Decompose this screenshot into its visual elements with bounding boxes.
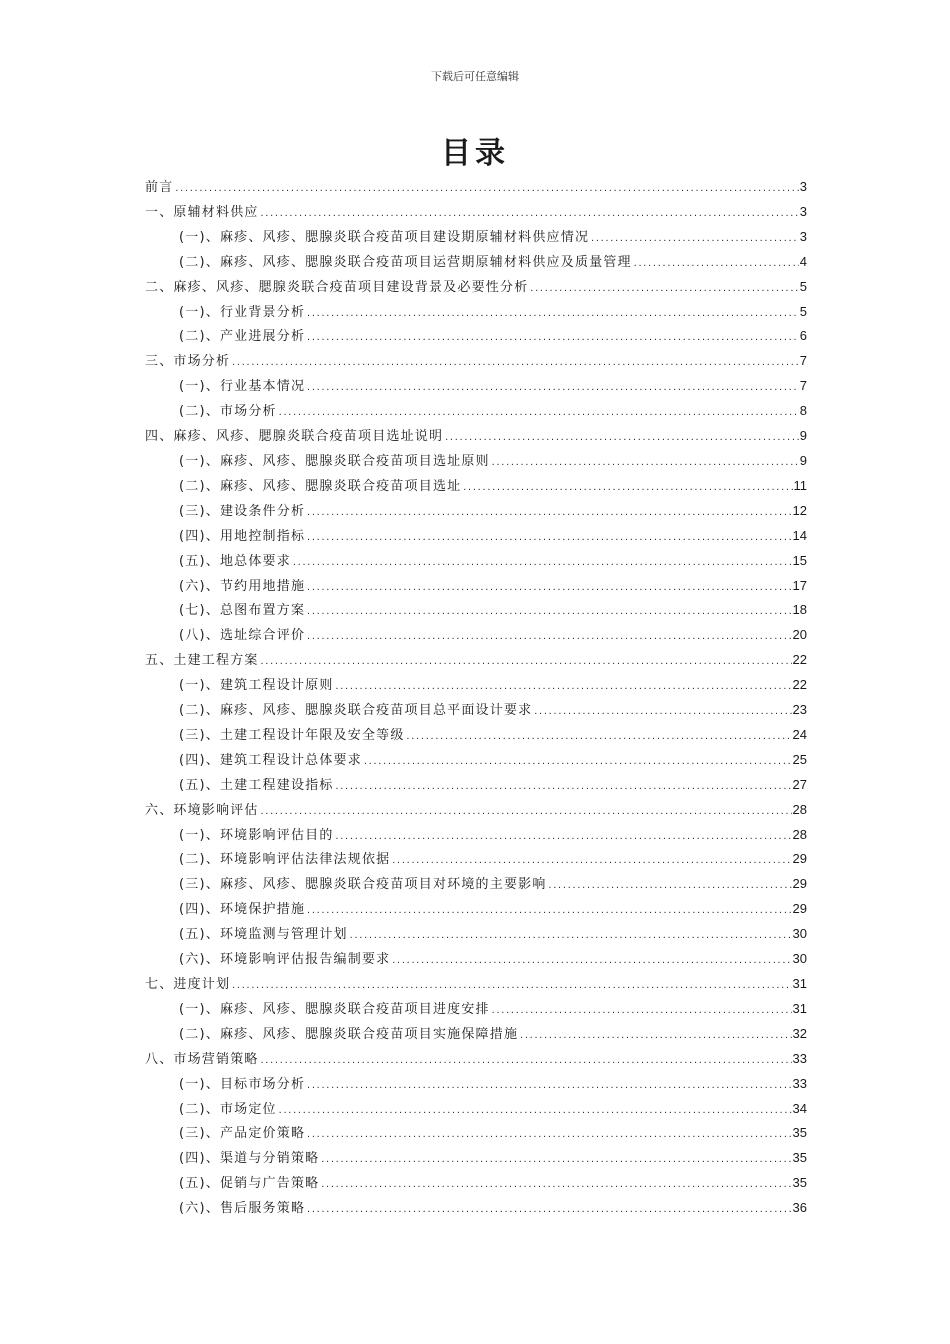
- toc-dot-leader: [519, 1024, 791, 1049]
- toc-entry[interactable]: [145, 424, 807, 449]
- toc-entry[interactable]: [145, 947, 807, 972]
- toc-dot-leader: [306, 899, 791, 924]
- toc-entry[interactable]: [145, 275, 807, 300]
- toc-entry-title: (八)、选址综合评价: [179, 628, 306, 644]
- toc-entry-title: (六)、环境影响评估报告编制要求: [179, 952, 391, 968]
- toc-entry[interactable]: [145, 673, 807, 698]
- toc-entry-title: (二)、麻疹、风疹、腮腺炎联合疫苗项目运营期原辅材料供应及质量管理: [179, 254, 632, 270]
- toc-entry[interactable]: [145, 997, 807, 1022]
- toc-entry-title: (二)、麻疹、风疹、腮腺炎联合疫苗项目选址: [179, 478, 462, 494]
- toc-entry-title: (三)、麻疹、风疹、腮腺炎联合疫苗项目对环境的主要影响: [179, 877, 547, 893]
- toc-entry-title: (二)、麻疹、风疹、腮腺炎联合疫苗项目总平面设计要求: [179, 703, 533, 719]
- toc-entry[interactable]: [145, 1196, 807, 1221]
- toc-entry-page-number: 31: [792, 976, 807, 991]
- toc-dot-leader: [335, 825, 792, 850]
- toc-entry-page-number: 3: [799, 203, 807, 219]
- toc-entry-title: (二)、环境影响评估法律法规依据: [179, 852, 391, 868]
- toc-entry-title: (六)、售后服务策略: [179, 1201, 306, 1217]
- toc-entry-page-number: 3: [799, 179, 807, 194]
- toc-entry-page-number: 29: [792, 851, 807, 867]
- toc-entry-page-number: 4: [799, 253, 807, 269]
- toc-entry[interactable]: [145, 1072, 807, 1097]
- toc-dot-leader: [278, 401, 799, 426]
- toc-dot-leader: [260, 800, 792, 825]
- toc-dot-leader: [363, 750, 792, 775]
- toc-entry-title: 五、土建工程方案: [145, 653, 259, 669]
- toc-entry-page-number: 30: [792, 926, 807, 942]
- toc-dot-leader: [533, 700, 791, 725]
- toc-entry-title: (五)、土建工程建设指标: [179, 777, 334, 793]
- toc-entry[interactable]: [145, 773, 807, 798]
- toc-entry-title: (六)、节约用地措施: [179, 578, 306, 594]
- toc-entry[interactable]: [145, 648, 807, 673]
- toc-entry-page-number: 35: [792, 1150, 807, 1166]
- toc-entry-page-number: 5: [799, 303, 807, 319]
- toc-dot-leader: [391, 949, 791, 974]
- toc-entry-page-number: 17: [792, 577, 807, 593]
- page-header: 下载后可任意编辑: [431, 70, 519, 83]
- toc-entry-title: 一、原辅材料供应: [145, 204, 259, 220]
- toc-entry[interactable]: [145, 225, 807, 250]
- toc-dot-leader: [391, 849, 791, 874]
- toc-entry[interactable]: [145, 798, 807, 823]
- toc-entry-title: (一)、行业背景分析: [179, 304, 306, 320]
- toc-entry[interactable]: [145, 872, 807, 897]
- toc-entry-page-number: 23: [792, 702, 807, 718]
- toc-entry-title: (四)、环境保护措施: [179, 902, 306, 918]
- toc-dot-leader: [306, 1123, 791, 1148]
- toc-entry-page-number: 9: [799, 452, 807, 468]
- toc-entry-page-number: 31: [792, 1000, 807, 1016]
- toc-entry-page-number: 36: [792, 1200, 807, 1216]
- toc-entry-page-number: 7: [799, 378, 807, 394]
- toc-dot-leader: [306, 302, 799, 327]
- toc-entry-page-number: 6: [799, 328, 807, 344]
- toc-dot-leader: [335, 775, 792, 800]
- toc-entry[interactable]: [145, 524, 807, 549]
- toc-entry[interactable]: [145, 349, 807, 374]
- toc-dot-leader: [335, 675, 792, 700]
- toc-entry-title: 四、麻疹、风疹、腮腺炎联合疫苗项目选址说明: [145, 429, 444, 445]
- toc-dot-leader: [231, 351, 799, 376]
- toc-entry-title: 八、市场营销策略: [145, 1051, 259, 1067]
- toc-entry-title: (二)、市场定位: [179, 1101, 277, 1117]
- toc-entry-title: (三)、建设条件分析: [179, 503, 306, 519]
- toc-dot-leader: [320, 1173, 791, 1198]
- toc-entry-title: (一)、麻疹、风疹、腮腺炎联合疫苗项目进度安排: [179, 1001, 490, 1017]
- toc-entry[interactable]: [145, 972, 807, 997]
- toc-entry-title: (一)、目标市场分析: [179, 1076, 306, 1092]
- toc-entry[interactable]: [145, 1121, 807, 1146]
- toc-entry-page-number: 18: [792, 602, 807, 618]
- toc-dot-leader: [174, 177, 798, 202]
- toc-entry-page-number: 8: [799, 403, 807, 419]
- toc-dot-leader: [406, 725, 792, 750]
- toc-dot-leader: [590, 227, 799, 252]
- toc-entry[interactable]: [145, 449, 807, 474]
- toc-entry[interactable]: [145, 1097, 807, 1122]
- toc-entry[interactable]: [145, 300, 807, 325]
- toc-entry-page-number: 24: [792, 726, 807, 742]
- toc-entry[interactable]: [145, 922, 807, 947]
- toc-entry[interactable]: [145, 250, 807, 275]
- toc-dot-leader: [306, 600, 791, 625]
- toc-entry-page-number: 9: [799, 428, 807, 444]
- toc-entry-title: (四)、用地控制指标: [179, 528, 306, 544]
- toc-entry[interactable]: [145, 374, 807, 399]
- toc-entry[interactable]: [145, 598, 807, 623]
- toc-entry[interactable]: [145, 1171, 807, 1196]
- toc-entry[interactable]: [145, 823, 807, 848]
- toc-entry[interactable]: [145, 847, 807, 872]
- toc-entry-page-number: 3: [799, 228, 807, 244]
- toc-entry-page-number: 30: [792, 951, 807, 967]
- toc-entry-page-number: 32: [792, 1025, 807, 1041]
- toc-dot-leader: [491, 451, 799, 476]
- toc-dot-leader: [491, 999, 792, 1024]
- toc-entry-title: (五)、环境监测与管理计划: [179, 927, 348, 943]
- toc-entry-title: (五)、促销与广告策略: [179, 1176, 320, 1192]
- toc-dot-leader: [306, 1074, 791, 1099]
- toc-dot-leader: [349, 924, 792, 949]
- toc-entry-page-number: 22: [792, 677, 807, 693]
- toc-entry[interactable]: [145, 1146, 807, 1171]
- toc-entry-page-number: 35: [792, 1125, 807, 1141]
- toc-entry-page-number: 34: [792, 1100, 807, 1116]
- toc-entry-page-number: 7: [799, 353, 807, 369]
- toc-entry-page-number: 14: [792, 527, 807, 543]
- toc-dot-leader: [306, 501, 791, 526]
- toc-entry-page-number: 33: [792, 1050, 807, 1066]
- toc-entry-title: (三)、产品定价策略: [179, 1126, 306, 1142]
- toc-entry-title: (一)、行业基本情况: [179, 379, 306, 395]
- toc-entry-title: (四)、渠道与分销策略: [179, 1151, 320, 1167]
- toc-entry[interactable]: [145, 698, 807, 723]
- toc-entry-page-number: 35: [792, 1175, 807, 1191]
- toc-entry[interactable]: [145, 175, 807, 200]
- toc-entry[interactable]: [145, 1022, 807, 1047]
- toc-entry-title: (四)、建筑工程设计总体要求: [179, 752, 362, 768]
- toc-entry-page-number: 15: [792, 552, 807, 568]
- toc-entry-page-number: 28: [792, 801, 807, 817]
- toc-dot-leader: [260, 650, 792, 675]
- toc-entry-page-number: 27: [792, 776, 807, 792]
- toc-dot-leader: [306, 1198, 791, 1223]
- toc-dot-leader: [320, 1148, 791, 1173]
- toc-dot-leader: [529, 277, 798, 302]
- table-of-contents: [145, 175, 807, 1221]
- toc-entry-title: (三)、土建工程设计年限及安全等级: [179, 727, 405, 743]
- toc-entry-title: 六、环境影响评估: [145, 802, 259, 818]
- toc-dot-leader: [260, 1049, 792, 1074]
- toc-dot-leader: [462, 476, 792, 501]
- toc-entry[interactable]: [145, 623, 807, 648]
- toc-dot-leader: [633, 252, 799, 277]
- toc-dot-leader: [306, 625, 791, 650]
- toc-entry[interactable]: [145, 200, 807, 225]
- toc-entry-title: (一)、麻疹、风疹、腮腺炎联合疫苗项目选址原则: [179, 453, 490, 469]
- toc-entry[interactable]: [145, 748, 807, 773]
- toc-dot-leader: [306, 526, 791, 551]
- toc-entry-page-number: 33: [792, 1075, 807, 1091]
- toc-dot-leader: [444, 426, 799, 451]
- toc-entry-title: (二)、产业进展分析: [179, 329, 306, 345]
- toc-entry-title: (二)、麻疹、风疹、腮腺炎联合疫苗项目实施保障措施: [179, 1026, 519, 1042]
- toc-entry-title: (二)、市场分析: [179, 404, 277, 420]
- toc-entry-title: 七、进度计划: [145, 977, 231, 992]
- toc-entry[interactable]: [145, 499, 807, 524]
- toc-entry[interactable]: [145, 574, 807, 599]
- toc-entry-title: (一)、环境影响评估目的: [179, 827, 334, 843]
- toc-dot-leader: [306, 376, 799, 401]
- toc-entry[interactable]: [145, 723, 807, 748]
- toc-entry[interactable]: [145, 1047, 807, 1072]
- toc-entry-page-number: 29: [792, 876, 807, 892]
- toc-entry[interactable]: [145, 399, 807, 424]
- toc-dot-leader: [278, 1099, 792, 1124]
- page-title: 目录: [441, 136, 509, 171]
- toc-entry-title: (一)、麻疹、风疹、腮腺炎联合疫苗项目建设期原辅材料供应情况: [179, 229, 590, 245]
- toc-dot-leader: [292, 551, 792, 576]
- toc-entry-title: 前言: [145, 180, 174, 195]
- toc-entry-title: (一)、建筑工程设计原则: [179, 678, 334, 694]
- toc-entry-page-number: 12: [792, 502, 807, 518]
- toc-entry-title: 二、麻疹、风疹、腮腺炎联合疫苗项目建设背景及必要性分析: [145, 279, 529, 295]
- toc-entry-page-number: 28: [792, 826, 807, 842]
- toc-entry-page-number: 11: [793, 477, 807, 493]
- toc-entry-page-number: 22: [792, 652, 807, 668]
- toc-entry-title: 三、市场分析: [145, 354, 231, 370]
- toc-entry[interactable]: [145, 549, 807, 574]
- toc-dot-leader: [231, 974, 791, 999]
- toc-entry-title: (七)、总图布置方案: [179, 603, 306, 619]
- toc-entry[interactable]: [145, 324, 807, 349]
- toc-dot-leader: [548, 874, 792, 899]
- toc-entry-page-number: 29: [792, 901, 807, 917]
- toc-dot-leader: [306, 576, 791, 601]
- toc-entry-page-number: 5: [799, 278, 807, 294]
- toc-entry-title: (五)、地总体要求: [179, 553, 291, 569]
- toc-entry[interactable]: [145, 474, 807, 499]
- toc-entry-page-number: 20: [792, 627, 807, 643]
- toc-entry-page-number: 25: [792, 751, 807, 767]
- toc-dot-leader: [306, 326, 799, 351]
- toc-entry[interactable]: [145, 897, 807, 922]
- toc-dot-leader: [260, 202, 799, 227]
